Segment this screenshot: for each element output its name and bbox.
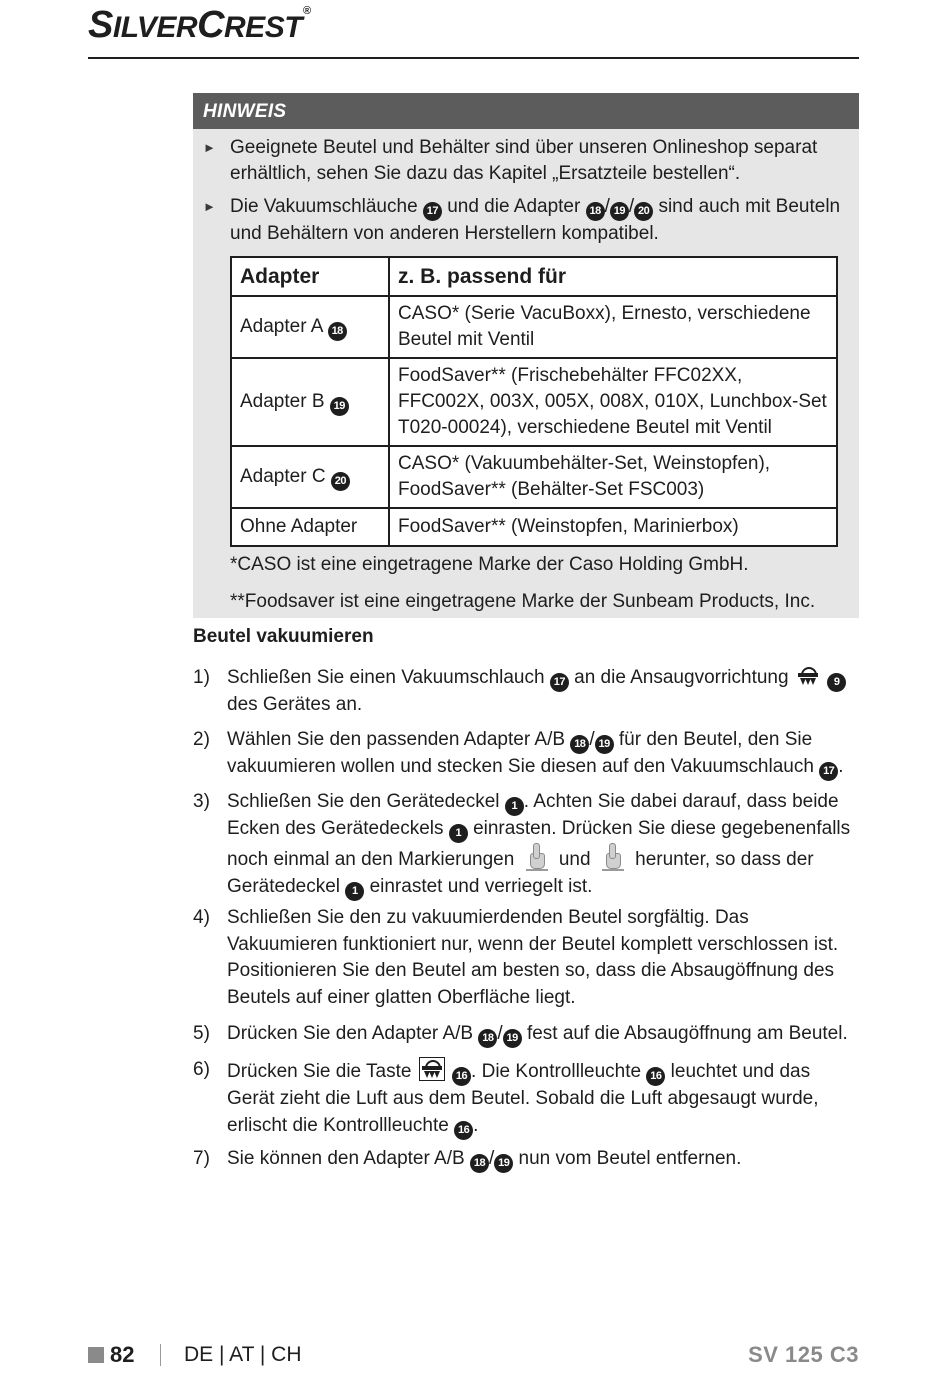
note-box: HINWEIS ► Geeignete Beutel und Behälter sind über unseren Onlineshop separat erhältlich, sehen Sie dazu das Kapitel „Ersatzteile bestellen“. ► Die Vakuumschläuche 17 und die Adapter 18 / 19 / 20 sind auch mit Beuteln und Behältern von anderen Herstellern kompatibel. Adapter z. B. passend für Adapter A 18 CASO* (Serie VacuBoxx), Ernesto, verschiedene Beutel mit Ventil Adapter B 19 FoodSaver** (Frischebehälter FFC02XX, FFC002X, 003X, 005X, 008X, 010X, Lunchbox-Set T020-00024), verschiedene Beutel mit Ventil Adapter C 20 CASO* (Vakuumbehälter-Set, Weinstopfen), FoodSaver** (Behälter-Set FSC003) Ohne Adapter FoodSaver** (Weinstopfen, Marinierbox) *CASO ist eine eingetragene Marke der Caso Holding GmbH. **Foodsaver ist eine eingetragene Marke der Sunbeam Products, Inc.: [193, 93, 859, 618]
badge-18: 18: [470, 1154, 489, 1173]
badge-1: 1: [505, 797, 524, 816]
page-footer: [88, 1341, 859, 1371]
model-number: SV 125 C3: [748, 1342, 859, 1367]
press-marking-right-icon: [602, 843, 624, 871]
header-adapter: Adapter: [231, 257, 389, 296]
badge-19: 19: [595, 735, 614, 754]
table-row: [231, 446, 837, 508]
footnote-foodsaver: **Foodsaver ist eine eingetragene Marke der Sunbeam Products, Inc.: [230, 591, 816, 612]
badge-18: 18: [586, 202, 605, 221]
badge-19: 19: [330, 397, 349, 416]
vacuum-port-icon: [797, 666, 819, 686]
fits-cell: FoodSaver** (Weinstopfen, Marinierbox): [389, 508, 837, 546]
adapter-cell: Adapter A 18: [231, 296, 389, 358]
badge-1: 1: [449, 824, 468, 843]
note-title: HINWEIS: [193, 93, 859, 129]
badge-17: 17: [423, 202, 442, 221]
footer-divider: [160, 1344, 161, 1366]
adapter-cell: Adapter B 19: [231, 358, 389, 446]
table-row: [231, 296, 837, 358]
badge-18: 18: [570, 735, 589, 754]
badge-20: 20: [331, 472, 350, 491]
page-number: 82: [110, 1342, 135, 1367]
adapter-cell: Ohne Adapter: [231, 508, 389, 546]
vacuum-button-icon: [419, 1057, 445, 1081]
section-title: Beutel vakuumieren: [193, 626, 374, 647]
fits-cell: CASO* (Serie VacuBoxx), Ernesto, verschiedene Beutel mit Ventil: [389, 296, 837, 358]
badge-20: 20: [634, 202, 653, 221]
badge-19: 19: [610, 202, 629, 221]
badge-9: 9: [827, 673, 846, 692]
badge-17: 17: [550, 673, 569, 692]
badge-16: 16: [454, 1121, 473, 1140]
badge-16: 16: [646, 1067, 665, 1086]
language-codes: DE | AT | CH: [184, 1343, 302, 1366]
silvercrest-logo: SILVERCREST®: [88, 4, 311, 46]
badge-1: 1: [345, 882, 364, 901]
footer-square-icon: [88, 1347, 104, 1363]
table-row: [231, 508, 837, 546]
fits-cell: FoodSaver** (Frischebehälter FFC02XX, FFC002X, 003X, 005X, 008X, 010X, Lunchbox-Set T020-00024), verschiedene Beutel mit Ventil: [389, 358, 837, 446]
badge-18: 18: [328, 322, 347, 341]
press-marking-left-icon: [526, 843, 548, 871]
badge-16: 16: [452, 1067, 471, 1086]
badge-19: 19: [503, 1029, 522, 1048]
footnote-caso: *CASO ist eine eingetragene Marke der Caso Holding GmbH.: [230, 554, 749, 575]
badge-18: 18: [478, 1029, 497, 1048]
adapter-table: [230, 256, 838, 547]
header-fits: z. B. passend für: [389, 257, 837, 296]
fits-cell: CASO* (Vakuumbehälter-Set, Weinstopfen), FoodSaver** (Behälter-Set FSC003): [389, 446, 837, 508]
bullet-triangle-icon: ►: [203, 140, 216, 155]
badge-19: 19: [494, 1154, 513, 1173]
adapter-cell: Adapter C 20: [231, 446, 389, 508]
badge-17: 17: [819, 762, 838, 781]
table-row: [231, 358, 837, 446]
bullet-triangle-icon: ►: [203, 199, 216, 214]
header-rule: [88, 57, 859, 59]
table-header-row: [231, 257, 837, 296]
